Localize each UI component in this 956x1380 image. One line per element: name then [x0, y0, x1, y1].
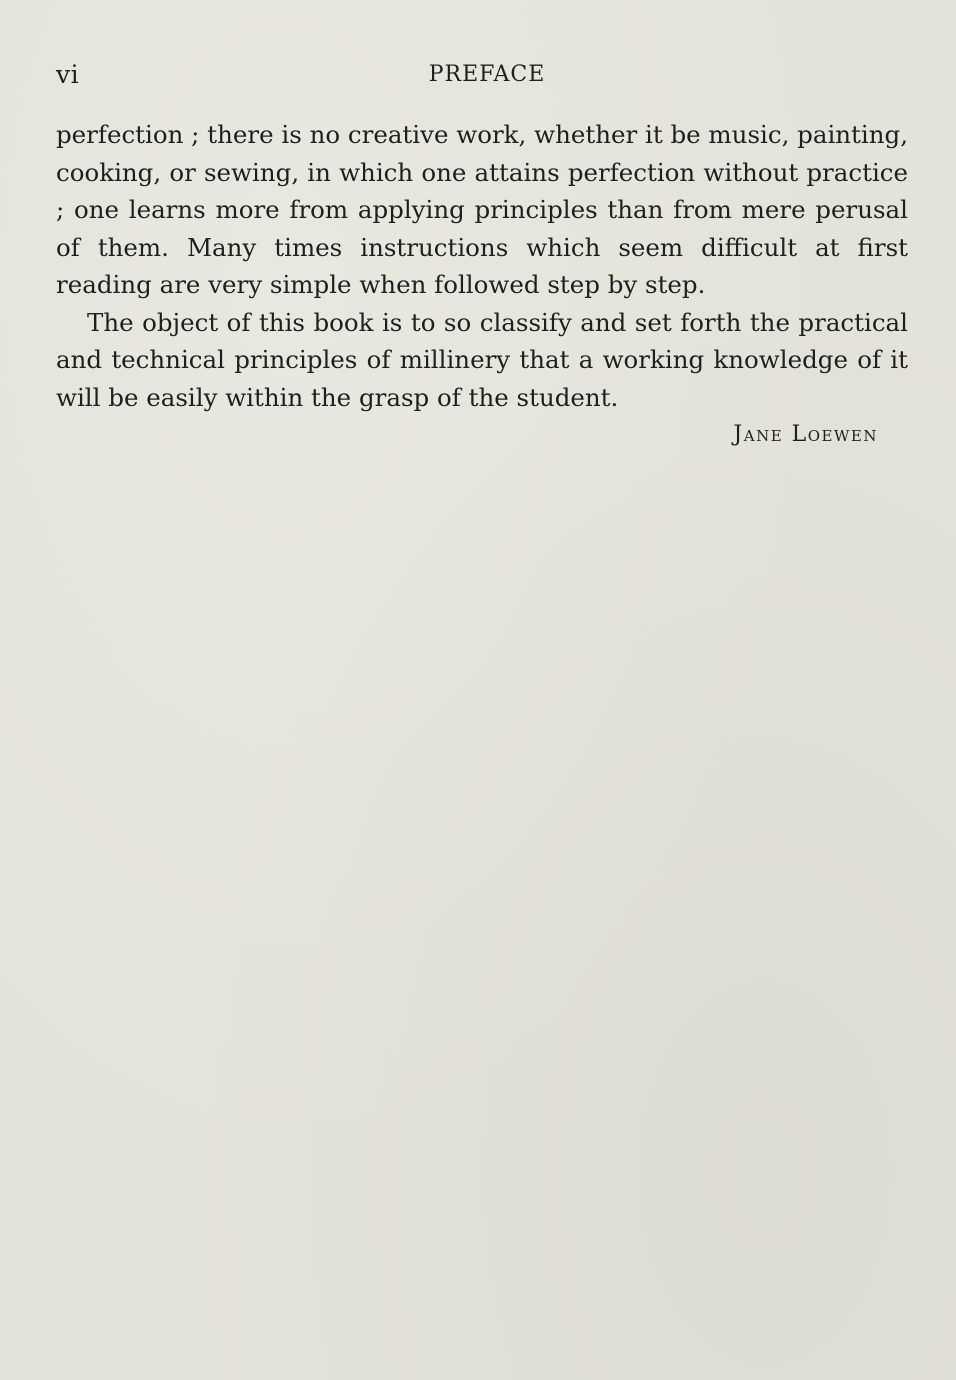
page-number: vi [56, 60, 80, 89]
paragraph-continuation: perfection ; there is no creative work, whether it be music, painting, cooking, or sewing, in which one attains perfection without practice ; one learns more from applying principles than from mere perusal of them. Many times instructions which seem difficult at first reading are very simple when followed step by step. [56, 120, 908, 299]
paragraph-object-of-book: The object of this book is to so classify and set forth the practical and technical principles of millinery that a working knowledge of it will be easily within the grasp of the student. [56, 307, 908, 412]
preface-body [56, 116, 908, 453]
author-signature: Jane Loewen [733, 422, 878, 447]
page-title: PREFACE [428, 62, 546, 87]
running-head [56, 58, 908, 92]
